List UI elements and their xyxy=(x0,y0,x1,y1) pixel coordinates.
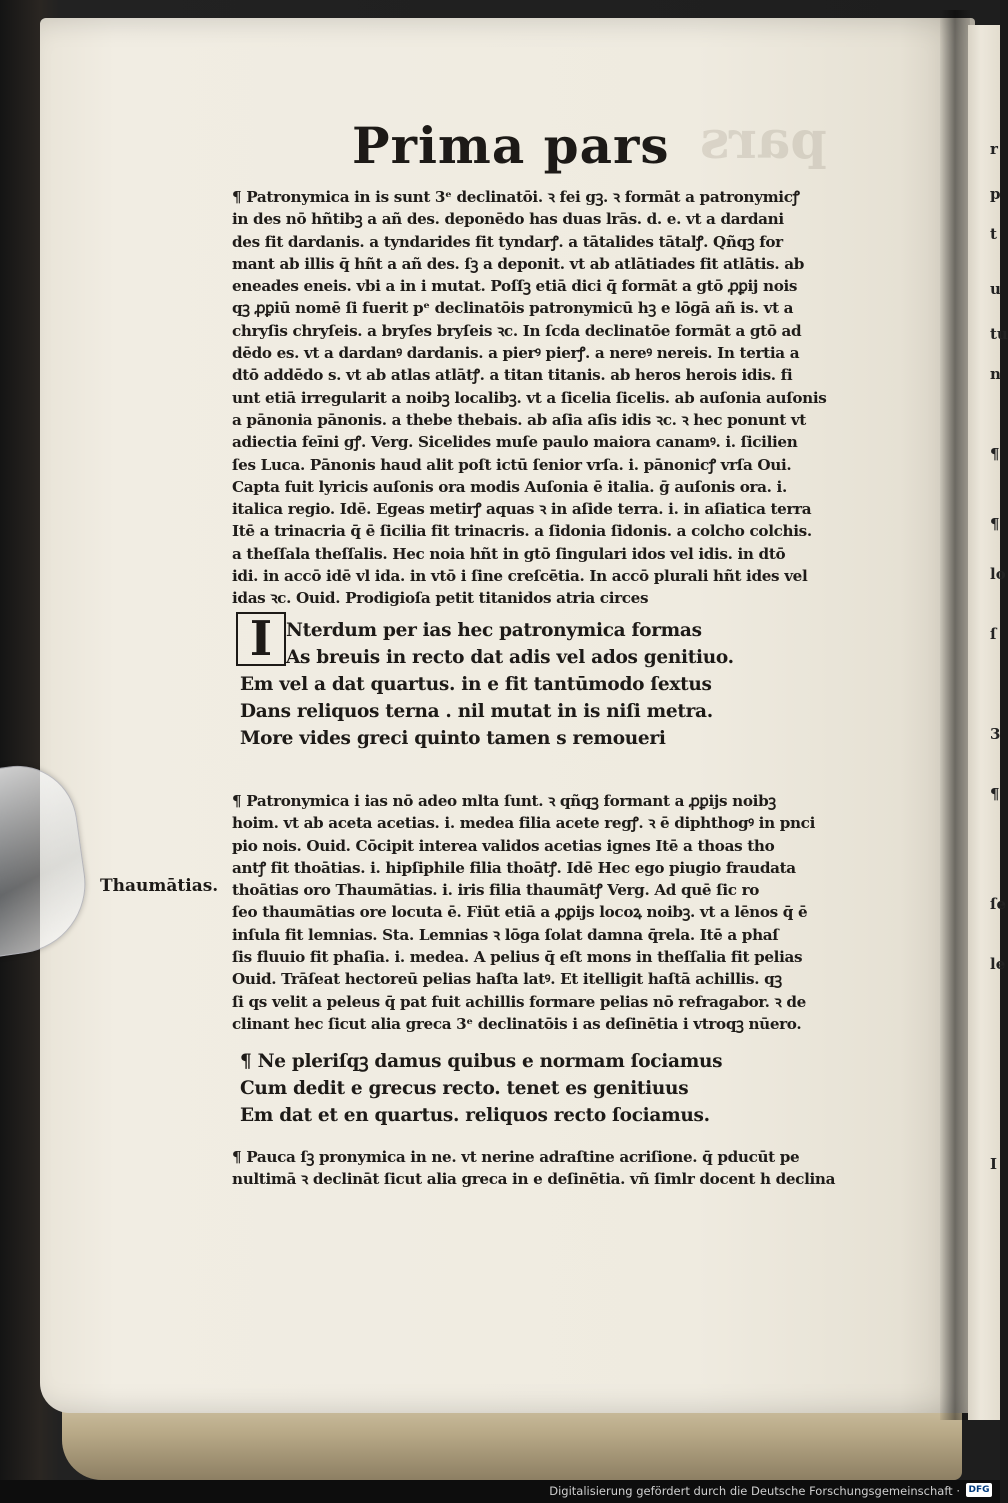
text-line: ¶ Patronymica i ias nō adeo mlta ſunt. ꝛ qñqꝫ formant a ꝓꝑijs noibꝫ xyxy=(232,792,776,810)
margin-note: Thaumātias. xyxy=(100,876,219,896)
text-line: ſeo thaumātias ore locuta ē. Fiūt etiā a ꝓꝑijs locoꝝ noibꝫ. vt a lēnos q̄ ē xyxy=(232,903,808,922)
text-line: Nterdum per ias hec patronymica formas xyxy=(286,620,702,641)
text-line: unt etiā irregularit a noibꝫ localibꝫ. vt a ſicelia ſicelis. ab auſonia auſonis xyxy=(232,388,827,407)
text-line: nultimā ꝛ declināt ſicut alia greca in e deſinētia. vñ ſimlr docent h declina xyxy=(232,1170,836,1189)
footer-credit: Digitalisierung gefördert durch die Deutsche Forschungsgemeinschaft · xyxy=(549,1484,960,1498)
verse-block-ias xyxy=(240,617,880,752)
text-line: chryſis chryſeis. a bryſes bryſeis ꝛc. In ſcda declinatōe formāt a gtō ad xyxy=(232,321,802,340)
text-line: ¶ Pauca ſꝫ pronymica in ne. vt nerine adraſtine acriſione. q̄ pducūt pe xyxy=(232,1148,800,1166)
text-line: italica regio. Idē. Egeas metirꝭ aquas ꝛ in aſide terra. i. in aſiatica terra xyxy=(232,500,812,519)
text-line: Cum dedit e grecus recto. tenet es genitiuus xyxy=(240,1078,689,1099)
text-line: Dans reliquos terna . nil mutat in is niſi metra. xyxy=(240,701,713,722)
text-line: ¶ Ne pleriſqꝫ damus quibus e normam ſociamus xyxy=(240,1051,723,1072)
text-line: inſula fit lemnias. Sta. Lemnias ꝛ lōga ſolat damna q̄rela. Itē a phaſ xyxy=(232,925,779,944)
text-line: in des nō hñtibꝫ a añ des. deponēdo has duas lrās. d. e. vt a dardani xyxy=(232,210,784,229)
text-line: dtō addēdo s. vt ab atlas atlātꝭ. a titan titanis. ab heros herois idis. fi xyxy=(232,366,793,385)
text-line: pio nois. Ouid. Cōcipit interea validos acetias ignes Itē a thoas tho xyxy=(232,836,775,855)
dfg-logo: DFG xyxy=(966,1483,992,1497)
text-line: As breuis in recto dat adis vel ados genitiuo. xyxy=(286,647,734,668)
text-line: clinant hec ſicut alia greca 3ᵉ declinatōis i as deſinētia i vtroqꝫ nūero. xyxy=(232,1014,802,1033)
book-gutter xyxy=(940,10,970,1420)
text-line: ſi qs velit a peleus q̄ pat fuit achillis formare pelias nō refragabor. ꝛ de xyxy=(232,992,806,1011)
text-line: Ouid. Trāſeat hectoreū pelias haſta latꝰ. Et itelligit haſtā achillis. qꝫ xyxy=(232,970,782,989)
text-line: Itē a trinacria q̄ ē ſicilia fit trinacris. a ſidonia ſidonis. a colcho colchis. xyxy=(232,522,812,541)
prose-block-pauca xyxy=(232,1146,852,1191)
prose-block-patronymica-is xyxy=(232,186,852,610)
text-line: des fit dardanis. a tyndarides fit tyndarꝭ. a tātalides tātalꝭ. Qñqꝫ for xyxy=(232,232,783,251)
text-line: thoātias oro Thaumātias. i. iris filia thaumātꝭ Verg. Ad quē ſic ro xyxy=(232,881,760,900)
text-line: eneades eneis. vbi a in i mutat. Poſſꝫ etiā dici q̄ formāt a gtō ꝓꝑij nois xyxy=(232,277,798,296)
prose-block-patronymica-ias xyxy=(232,790,852,1035)
text-line: mant ab illis q̄ hñt a añ des. ſꝫ a deponit. vt ab atlātiades fit atlātis. ab xyxy=(232,254,804,273)
text-line: Capta fuit lyricis auſonis ora modis Auſonia ē italia. ḡ auſonis ora. i. xyxy=(232,477,787,496)
text-line: ſes Luca. Pānonis haud alit poſt ictū ſenior vrſa. i. pānonicꝭ vrſa Oui. xyxy=(232,455,792,474)
text-line: adiectia feīni gꝭ. Verg. Sicelides muſe paulo maiora canamꝰ. i. ſicilien xyxy=(232,433,798,452)
text-line: idas ꝛc. Ouid. Prodigioſa petit titanidos atria circes xyxy=(232,589,649,608)
initial-letter: I xyxy=(236,612,286,666)
text-line: ſis fluuio fit phaſia. i. medea. A pelius q̄ eſt mons in theſſalia fit pelias xyxy=(232,948,803,967)
page-title: Prima pars xyxy=(352,116,670,175)
text-line: idi. in accō idē vl ida. in vtō i ſine creſcētia. In accō plurali hñt ides vel xyxy=(232,567,808,586)
text-line: qꝫ ꝓꝑiū nomē ſi fuerit pᵉ declinatōis patronymicū hꝫ e lōgā añ is. vt a xyxy=(232,299,794,318)
text-line: More vides greci quinto tamen s remoueri xyxy=(240,728,666,749)
text-line: hoim. vt ab aceta acetias. i. medea filia acete regꝭ. ꝛ ē diphthogꝰ in pnci xyxy=(232,814,815,833)
text-line: antꝭ fit thoātias. i. hipſiphile filia thoātꝭ. Idē Hec ego piugio fraudata xyxy=(232,858,796,877)
text-line: dēdo es. vt a dardanꝰ dardanis. a pierꝰ pierꝭ. a nereꝰ nereis. In tertia a xyxy=(232,344,800,363)
text-line: Em vel a dat quartus. in e fit tantūmodo ſextus xyxy=(240,674,712,695)
facing-page-edge: r p t u tu n ¶ ¶ lo ſ 3 ¶ ſe le I xyxy=(968,25,1000,1420)
text-line: a theſſala theſſalis. Hec noia hñt in gtō ſingulari idos vel idis. in dtō xyxy=(232,544,786,563)
verse-block-ne xyxy=(240,1048,880,1129)
bleed-through-text: pars xyxy=(700,110,827,171)
text-line: a pānonia pānonis. a thebe thebais. ab aſia aſis idis ꝛc. ꝛ hec ponunt vt xyxy=(232,410,806,429)
footer-bar xyxy=(0,1480,1000,1503)
text-line: Em dat et en quartus. reliquos recto ſociamus. xyxy=(240,1105,710,1126)
text-line: ¶ Patronymica in is sunt 3ᵉ declinatōi. ꝛ fei gꝫ. ꝛ formāt a patronymicꝭ xyxy=(232,188,800,206)
